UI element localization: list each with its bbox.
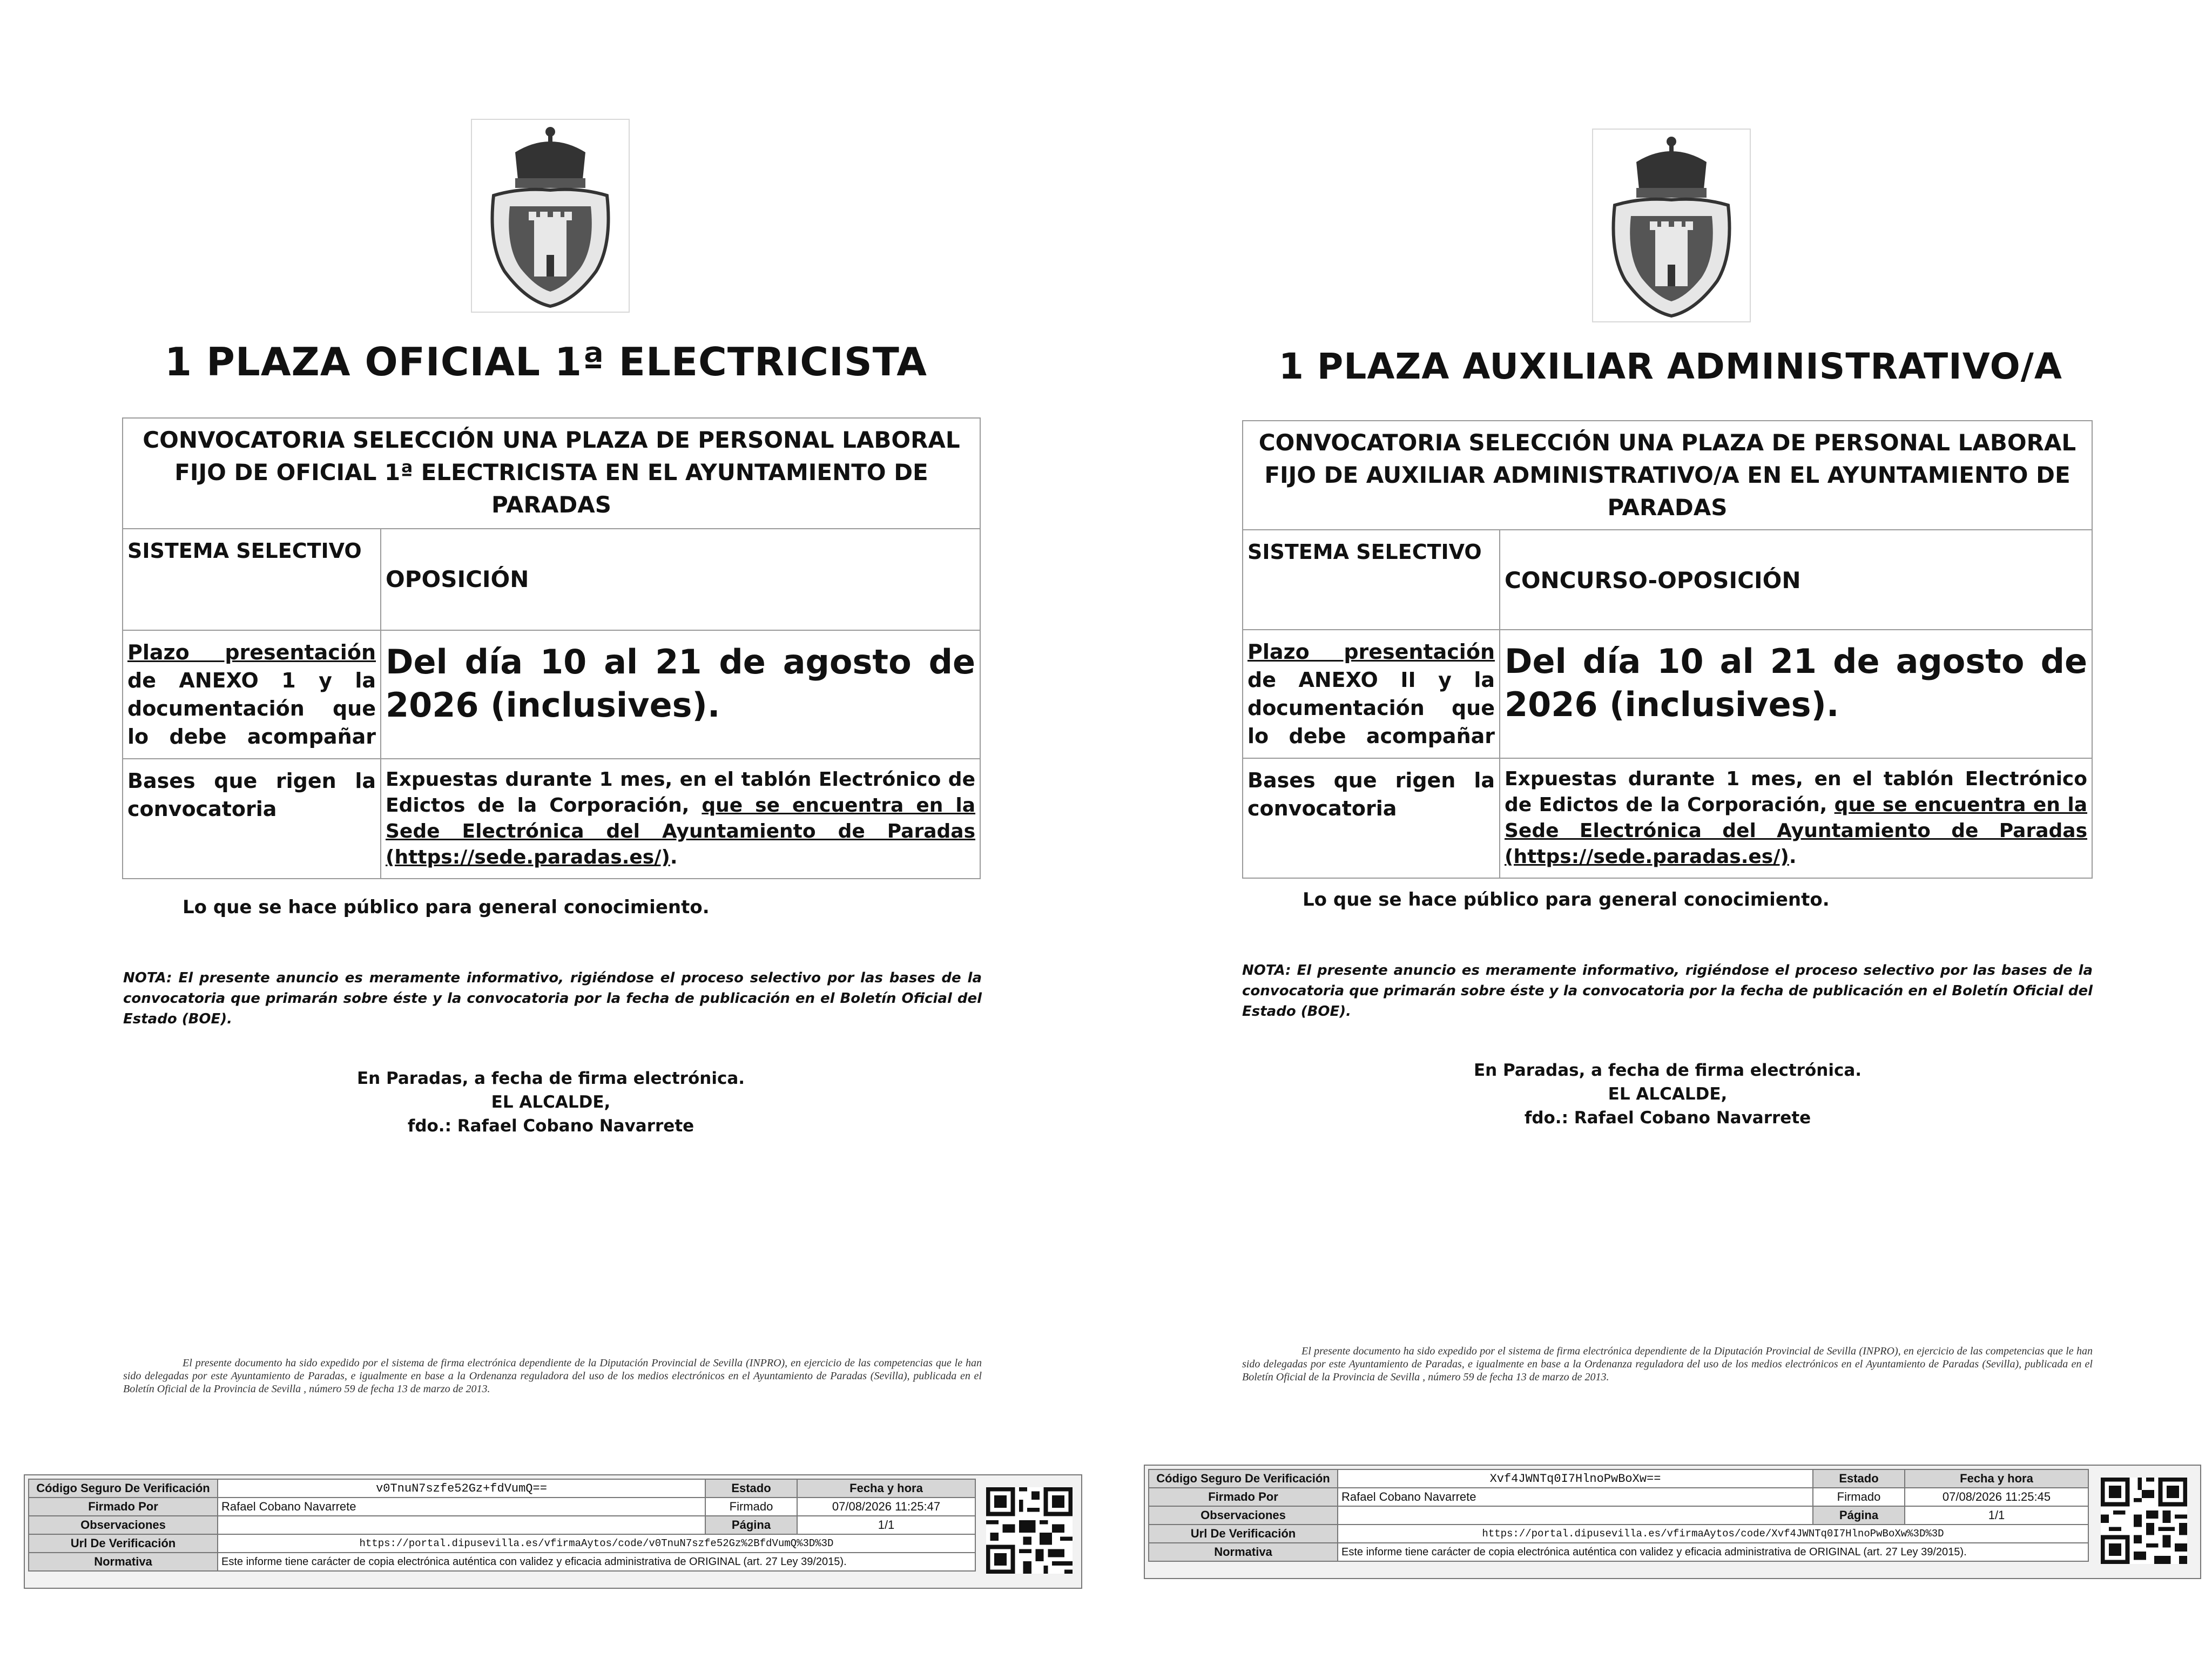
normativa-label: Normativa (1149, 1543, 1338, 1561)
sistema-label: SISTEMA SELECTIVO (1243, 530, 1500, 630)
page-title: 1 PLAZA AUXILIAR ADMINISTRATIVO/A (1279, 346, 2062, 387)
firmado-value: Rafael Cobano Navarrete (1338, 1488, 1813, 1506)
pagina-value: 1/1 (1905, 1506, 2088, 1525)
normativa-label: Normativa (29, 1553, 218, 1571)
plazo-label-underlined: Plazo presentación (1247, 640, 1495, 664)
normativa-value: Este informe tiene carácter de copia electrónica auténtica con validez y eficacia administrativa de ORIGINAL (art. 27 Ley 39/2015). (1338, 1543, 2088, 1561)
sign-role: EL ALCALDE, (1608, 1084, 1728, 1104)
sign-name: fdo.: Rafael Cobano Navarrete (407, 1116, 694, 1136)
page-title: 1 PLAZA OFICIAL 1ª ELECTRICISTA (165, 339, 927, 385)
estado-label: Estado (1813, 1469, 1905, 1488)
bases-value-plain: Expuestas durante 1 mes, en el tablón Electrónico de Edictos de la Corporación, (1505, 768, 2087, 816)
csv-label: Código Seguro De Verificación (1149, 1469, 1338, 1488)
bases-value-end: . (670, 846, 678, 868)
plazo-label (1243, 630, 1500, 758)
plazo-label-rest: de ANEXO II y la documentación que lo debe acompañar (1247, 668, 1495, 748)
firmado-fecha: 07/08/2026 11:25:45 (1905, 1488, 2088, 1506)
observaciones-label: Observaciones (1149, 1506, 1338, 1525)
coat-of-arms-icon (1592, 129, 1751, 322)
observaciones-label: Observaciones (29, 1516, 218, 1534)
url-value[interactable]: https://portal.dipusevilla.es/vfirmaAytos/code/Xvf4JWNTq0I7HlnoPwBoXw%3D%3D (1338, 1525, 2088, 1543)
verification-table (28, 1479, 976, 1572)
bases-value (1500, 758, 2092, 878)
sign-role: EL ALCALDE, (491, 1092, 611, 1112)
observaciones-value (1338, 1506, 1813, 1525)
firmado-fecha: 07/08/2026 11:25:47 (797, 1498, 975, 1516)
plazo-label-rest: de ANEXO 1 y la documentación que lo debe acompañar (127, 669, 376, 748)
document-right (1106, 0, 2212, 1659)
bases-label: Bases que rigen la convocatoria (1243, 758, 1500, 878)
url-label: Url De Verificación (29, 1534, 218, 1553)
signature-block (1452, 1058, 1884, 1130)
coat-of-arms-icon (471, 119, 630, 313)
verification-table (1148, 1469, 2089, 1562)
firmado-label: Firmado Por (1149, 1488, 1338, 1506)
pagina-label: Página (1813, 1506, 1905, 1525)
qr-code-icon (986, 1487, 1073, 1574)
sign-place-date: En Paradas, a fecha de firma electrónica. (356, 1069, 745, 1088)
observaciones-value (218, 1516, 705, 1534)
signature-block (335, 1067, 767, 1138)
csv-label: Código Seguro De Verificación (29, 1479, 218, 1498)
plazo-label-underlined: Plazo presentación (127, 640, 376, 664)
sistema-label: SISTEMA SELECTIVO (123, 529, 381, 630)
bases-link[interactable]: que se encuentra en la Sede Electrónica del Ayuntamiento de Paradas (https://sede.paradas.es/) (1505, 794, 2087, 868)
public-notice: Lo que se hace público para general conocimiento. (183, 896, 710, 918)
firmado-label: Firmado Por (29, 1498, 218, 1516)
plazo-value: Del día 10 al 21 de agosto de 2026 (inclusives). (1500, 630, 2092, 758)
qr-code-icon (2101, 1478, 2187, 1564)
pagina-value: 1/1 (797, 1516, 975, 1534)
pagina-label: Página (705, 1516, 797, 1534)
verification-box (1144, 1465, 2201, 1579)
firmado-estado: Firmado (1813, 1488, 1905, 1506)
estado-label: Estado (705, 1479, 797, 1498)
sign-name: fdo.: Rafael Cobano Navarrete (1524, 1108, 1811, 1128)
firmado-estado: Firmado (705, 1498, 797, 1516)
announcement-table (122, 417, 981, 879)
verification-box (24, 1474, 1082, 1589)
convocatoria-header: CONVOCATORIA SELECCIÓN UNA PLAZA DE PERSONAL LABORAL FIJO DE OFICIAL 1ª ELECTRICISTA EN EL AYUNTAMIENTO DE PARADAS (123, 418, 980, 529)
plazo-value: Del día 10 al 21 de agosto de 2026 (inclusives). (381, 630, 980, 759)
url-value[interactable]: https://portal.dipusevilla.es/vfirmaAytos/code/v0TnuN7szfe52Gz%2BfdVumQ%3D%3D (218, 1534, 975, 1553)
convocatoria-header: CONVOCATORIA SELECCIÓN UNA PLAZA DE PERSONAL LABORAL FIJO DE AUXILIAR ADMINISTRATIVO/A EN EL AYUNTAMIENTO DE PARADAS (1243, 421, 2092, 530)
announcement-table (1242, 420, 2093, 879)
sistema-value: OPOSICIÓN (381, 529, 980, 630)
sign-place-date: En Paradas, a fecha de firma electrónica. (1473, 1061, 1862, 1080)
url-label: Url De Verificación (1149, 1525, 1338, 1543)
legal-footer: El presente documento ha sido expedido por el sistema de firma electrónica dependiente de la Diputación Provincial de Sevilla (INPRO), en ejercicio de las competencias que le han sido delegadas por este Ayuntamiento de Paradas, e igualmente en base a la Ordenanza reguladora del uso de los medios electrónicos en el Ayuntamiento de Paradas (Sevilla), publicada en el Boletín Oficial de la Provincia de Sevilla , número 59 de fecha 13 de marzo de 2013. (123, 1357, 982, 1395)
bases-value-end: . (1789, 846, 1797, 868)
normativa-value: Este informe tiene carácter de copia electrónica auténtica con validez y eficacia administrativa de ORIGINAL (art. 27 Ley 39/2015). (218, 1553, 975, 1571)
fecha-label: Fecha y hora (1905, 1469, 2088, 1488)
nota-text: NOTA: El presente anuncio es meramente informativo, rigiéndose el proceso selectivo por las bases de la convocatoria que primarán sobre éste y la convocatoria por la fecha de publicación en el Boletín Oficial del Estado (BOE). (1242, 962, 2093, 1020)
bases-link[interactable]: que se encuentra en la Sede Electrónica del Ayuntamiento de Paradas (https://sede.paradas.es/) (386, 794, 975, 868)
firmado-value: Rafael Cobano Navarrete (218, 1498, 705, 1516)
legal-footer: El presente documento ha sido expedido por el sistema de firma electrónica dependiente de la Diputación Provincial de Sevilla (INPRO), en ejercicio de las competencias que le han sido delegadas por este Ayuntamiento de Paradas, e igualmente en base a la Ordenanza reguladora del uso de los medios electrónicos en el Ayuntamiento de Paradas (Sevilla), publicada en el Boletín Oficial de la Provincia de Sevilla , número 59 de fecha 13 de marzo de 2013. (1242, 1345, 2093, 1383)
bases-label: Bases que rigen la convocatoria (123, 759, 381, 879)
bases-value (381, 759, 980, 879)
fecha-label: Fecha y hora (797, 1479, 975, 1498)
nota-text: NOTA: El presente anuncio es meramente informativo, rigiéndose el proceso selectivo por las bases de la convocatoria que primarán sobre éste y la convocatoria por la fecha de publicación en el Boletín Oficial del Estado (BOE). (123, 970, 982, 1027)
plazo-label (123, 630, 381, 759)
sistema-value: CONCURSO-OPOSICIÓN (1500, 530, 2092, 630)
csv-value: v0TnuN7szfe52Gz+fdVumQ== (218, 1479, 705, 1498)
bases-value-plain: Expuestas durante 1 mes, en el tablón Electrónico de Edictos de la Corporación, (386, 768, 975, 817)
csv-value: Xvf4JWNTq0I7HlnoPwBoXw== (1338, 1469, 1813, 1488)
public-notice: Lo que se hace público para general conocimiento. (1303, 889, 1830, 911)
